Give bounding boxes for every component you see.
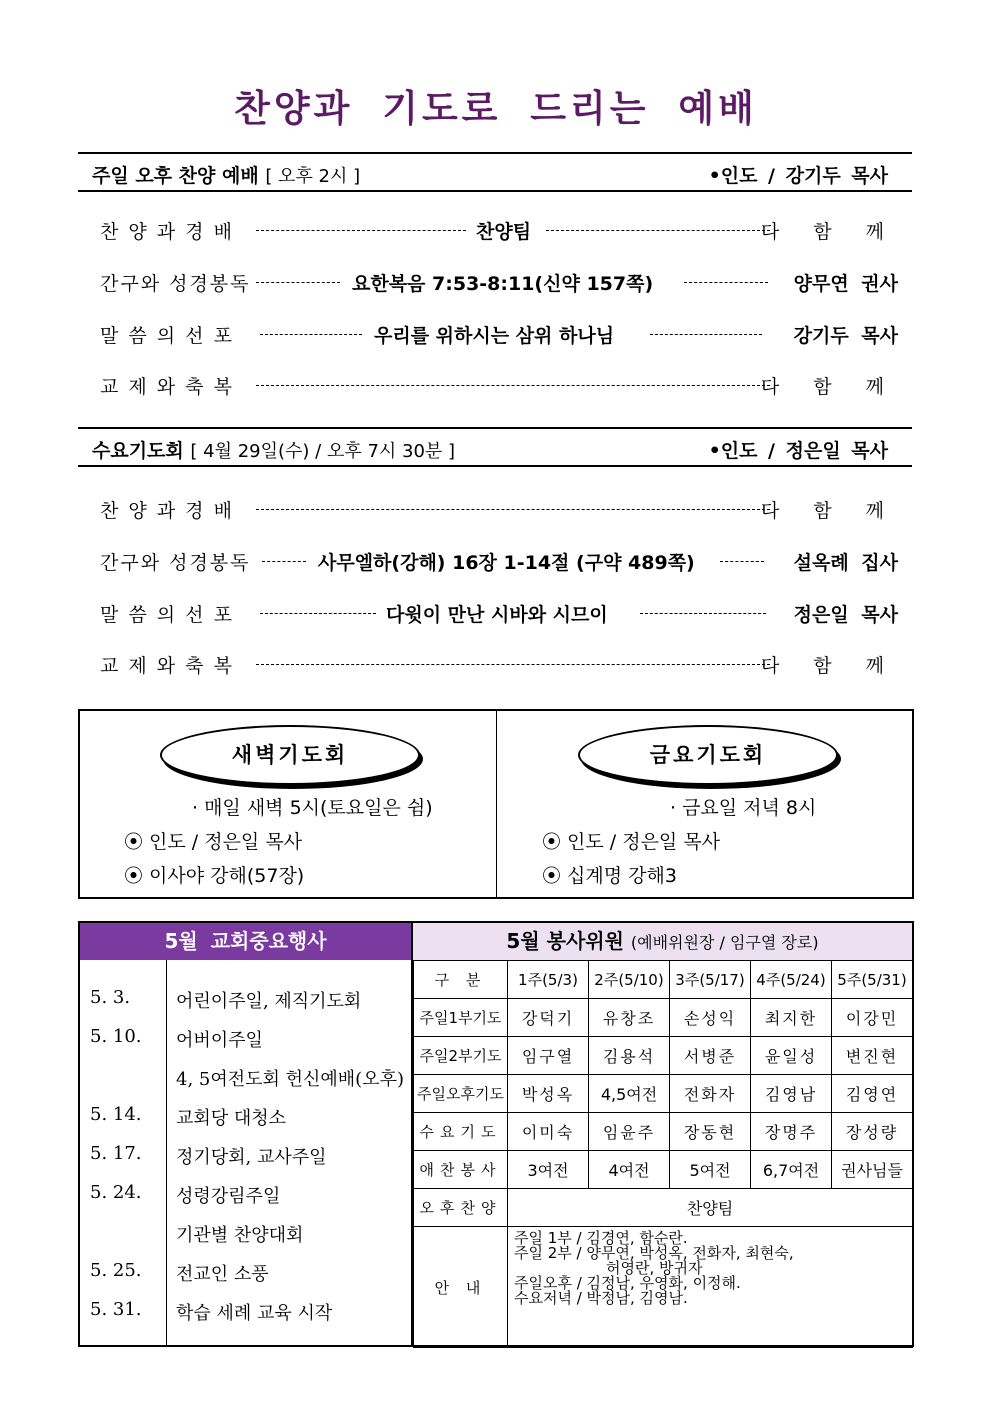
dash-leader: [256, 230, 466, 231]
wednesday-row-1: [100, 496, 898, 526]
table-cell: 장명주: [751, 1113, 832, 1151]
table-cell: 김영연: [832, 1075, 913, 1113]
wednesday-row-2: [100, 548, 898, 578]
note-line: 허영란, 방귀자: [606, 1259, 703, 1277]
prayer-meetings-box: [78, 709, 914, 899]
column-header: 4주(5/24): [751, 961, 832, 999]
table-cell: 이강민: [832, 999, 913, 1037]
notes-cell: [508, 1227, 913, 1348]
table-cell: 박성옥: [508, 1075, 589, 1113]
dawn-prayer-time: · 매일 새벽 5시(토요일은 쉼): [192, 797, 433, 819]
friday-prayer-topic: ⦿ 십계명 강해3: [542, 865, 677, 887]
sunday-row-1: [100, 217, 898, 247]
event-text: 성령강림주일: [176, 1186, 281, 1207]
event-text: 교회당 대청소: [176, 1108, 287, 1129]
note-line: 주일 1부 / 김경연, 함순란.: [514, 1229, 688, 1247]
event-date: 5. 31.: [90, 1299, 142, 1320]
dash-leader: [684, 282, 768, 283]
dash-leader: [260, 334, 362, 335]
dash-leader: [256, 664, 770, 665]
event-text: 학습 세례 교육 시작: [176, 1303, 333, 1324]
table-cell: 임구열: [508, 1037, 589, 1075]
table-row: [414, 1151, 913, 1189]
table-cell: 권사님들: [832, 1151, 913, 1189]
sunday-service-time: [ 오후 2시 ]: [265, 166, 361, 187]
event-text: 정기당회, 교사주일: [176, 1147, 327, 1168]
note-line: 수요저녁 / 박정남, 김영남.: [514, 1289, 688, 1307]
sunday-row-4: [100, 372, 898, 402]
bottom-tables: [78, 921, 914, 1347]
table-cell: 최지한: [751, 999, 832, 1037]
page-title: 찬양과 기도로 드리는 예배: [234, 87, 758, 130]
dawn-prayer-title: 새벽기도회: [160, 725, 420, 785]
dawn-prayer-topic: ⦿ 이사야 강해(57장): [124, 865, 305, 887]
table-row: [414, 1075, 913, 1113]
column-header: 1주(5/3): [508, 961, 589, 999]
row-label: 오후찬양: [414, 1189, 508, 1227]
table-row: [414, 999, 913, 1037]
row-label: 수요기도: [414, 1113, 508, 1151]
table-cell: 6,7여전: [751, 1151, 832, 1189]
note-line: 주일 2부 / 양무연, 박성옥, 전화자, 최현숙,: [514, 1244, 794, 1262]
table-cell: 김영남: [751, 1075, 832, 1113]
row-label: 간구와 성경봉독: [100, 273, 251, 295]
events-list: [80, 960, 413, 1345]
event-date: 5. 24.: [90, 1182, 142, 1203]
wednesday-service-header: [78, 427, 912, 467]
event-date: 5. 3.: [90, 987, 131, 1008]
event-text: 어버이주일: [176, 1030, 263, 1051]
row-label: 주일1부기도: [414, 999, 508, 1037]
event-text: 기관별 찬양대회: [176, 1225, 304, 1246]
row-label: 찬 양 과 경 배: [100, 221, 234, 243]
row-content: 우리를 위하시는 삼위 하나님: [374, 325, 615, 347]
dash-leader: [640, 613, 766, 614]
table-cell: 서병준: [670, 1037, 751, 1075]
row-person: 다 함 께: [760, 376, 898, 398]
service-table: [413, 960, 913, 1348]
row-content: 요한복음 7:53-8:11(신약 157쪽): [352, 273, 654, 295]
row-person: 다 함 께: [760, 655, 898, 677]
table-cell: 4,5여전: [589, 1075, 670, 1113]
table-cell: 장동현: [670, 1113, 751, 1151]
table-cell: 5여전: [670, 1151, 751, 1189]
row-label: 주일오후기도: [414, 1075, 508, 1113]
table-cell: 이미숙: [508, 1113, 589, 1151]
sunday-row-2: [100, 269, 898, 299]
table-cell: 4여전: [589, 1151, 670, 1189]
row-label: 찬 양 과 경 배: [100, 500, 234, 522]
column-header: 5주(5/31): [832, 961, 913, 999]
dash-leader: [256, 509, 770, 510]
event-date: 5. 25.: [90, 1260, 142, 1281]
box-divider: [496, 711, 497, 897]
column-header: 구 분: [414, 961, 508, 999]
wednesday-service-name: 수요기도회: [92, 440, 184, 462]
column-header: 2주(5/10): [589, 961, 670, 999]
row-label: 간구와 성경봉독: [100, 552, 251, 574]
table-cell: 유창조: [589, 999, 670, 1037]
table-cell: 전화자: [670, 1075, 751, 1113]
row-label: 주일2부기도: [414, 1037, 508, 1075]
table-cell: 3여전: [508, 1151, 589, 1189]
table-cell: 찬양팀: [508, 1189, 913, 1227]
table-row: [414, 1189, 913, 1227]
table-cell: 윤일성: [751, 1037, 832, 1075]
event-text: 전교인 소풍: [176, 1264, 269, 1285]
events-header: 5월 교회중요행사: [80, 923, 413, 960]
sunday-service-leader: •인도 / 강기두 목사: [708, 165, 888, 187]
dash-leader: [256, 385, 770, 386]
column-header: 3주(5/17): [670, 961, 751, 999]
friday-prayer-leader: ⦿ 인도 / 정은일 목사: [542, 831, 721, 853]
row-content: 다윗이 만난 시바와 시므이: [386, 604, 608, 626]
table-cell: 강덕기: [508, 999, 589, 1037]
events-divider: [166, 960, 167, 1345]
table-row: [414, 1113, 913, 1151]
service-header: [413, 923, 912, 960]
event-date: 5. 17.: [90, 1143, 142, 1164]
row-person: 강기두 목사: [793, 325, 898, 347]
service-header-title: 5월 봉사위원: [506, 929, 624, 953]
dash-leader: [260, 613, 376, 614]
wednesday-service-time: [ 4월 29일(수) / 오후 7시 30분 ]: [190, 441, 456, 462]
service-header-sub: (예배위원장 / 임구열 장로): [630, 933, 819, 952]
wednesday-row-3: [100, 600, 898, 630]
event-text: 어린이주일, 제직기도회: [176, 991, 362, 1012]
row-label: 교 제 와 축 복: [100, 655, 234, 677]
dash-leader: [256, 282, 340, 283]
table-header-row: [414, 961, 913, 999]
row-label: 교 제 와 축 복: [100, 376, 234, 398]
row-person: 정은일 목사: [793, 604, 898, 626]
event-date: 5. 10.: [90, 1026, 142, 1047]
row-label: 말 씀 의 선 포: [100, 604, 234, 626]
dash-leader: [720, 561, 764, 562]
sunday-service-header: [78, 152, 912, 192]
table-row: [414, 1227, 913, 1348]
table-row: [414, 1037, 913, 1075]
dash-leader: [262, 561, 306, 562]
table-cell: 장성량: [832, 1113, 913, 1151]
row-person: 다 함 께: [760, 221, 898, 243]
event-date: 5. 14.: [90, 1104, 142, 1125]
dash-leader: [650, 334, 762, 335]
friday-prayer-title: 금요기도회: [578, 725, 838, 785]
row-content: 찬양팀: [476, 221, 532, 243]
wednesday-row-4: [100, 651, 898, 681]
table-cell: 손성익: [670, 999, 751, 1037]
row-person: 다 함 께: [760, 500, 898, 522]
row-person: 설옥례 집사: [793, 552, 898, 574]
sunday-row-3: [100, 321, 898, 351]
sunday-service-name: 주일 오후 찬양 예배: [92, 165, 259, 187]
row-person: 양무연 권사: [793, 273, 898, 295]
table-cell: 김용석: [589, 1037, 670, 1075]
notes-label: 안 내: [414, 1227, 508, 1348]
row-label: 말 씀 의 선 포: [100, 325, 234, 347]
dash-leader: [546, 230, 770, 231]
note-line: 주일오후 / 김정남, 우영화, 이정해.: [514, 1274, 741, 1292]
table-cell: 변진현: [832, 1037, 913, 1075]
wednesday-service-leader: •인도 / 정은일 목사: [708, 440, 888, 462]
dawn-prayer-leader: ⦿ 인도 / 정은일 목사: [124, 831, 303, 853]
row-content: 사무엘하(강해) 16장 1-14절 (구약 489쪽): [318, 552, 695, 574]
event-text: 4, 5여전도회 헌신예배(오후): [176, 1069, 404, 1090]
friday-prayer-time: · 금요일 저녁 8시: [670, 797, 817, 819]
row-label: 애찬봉사: [414, 1151, 508, 1189]
table-cell: 임윤주: [589, 1113, 670, 1151]
